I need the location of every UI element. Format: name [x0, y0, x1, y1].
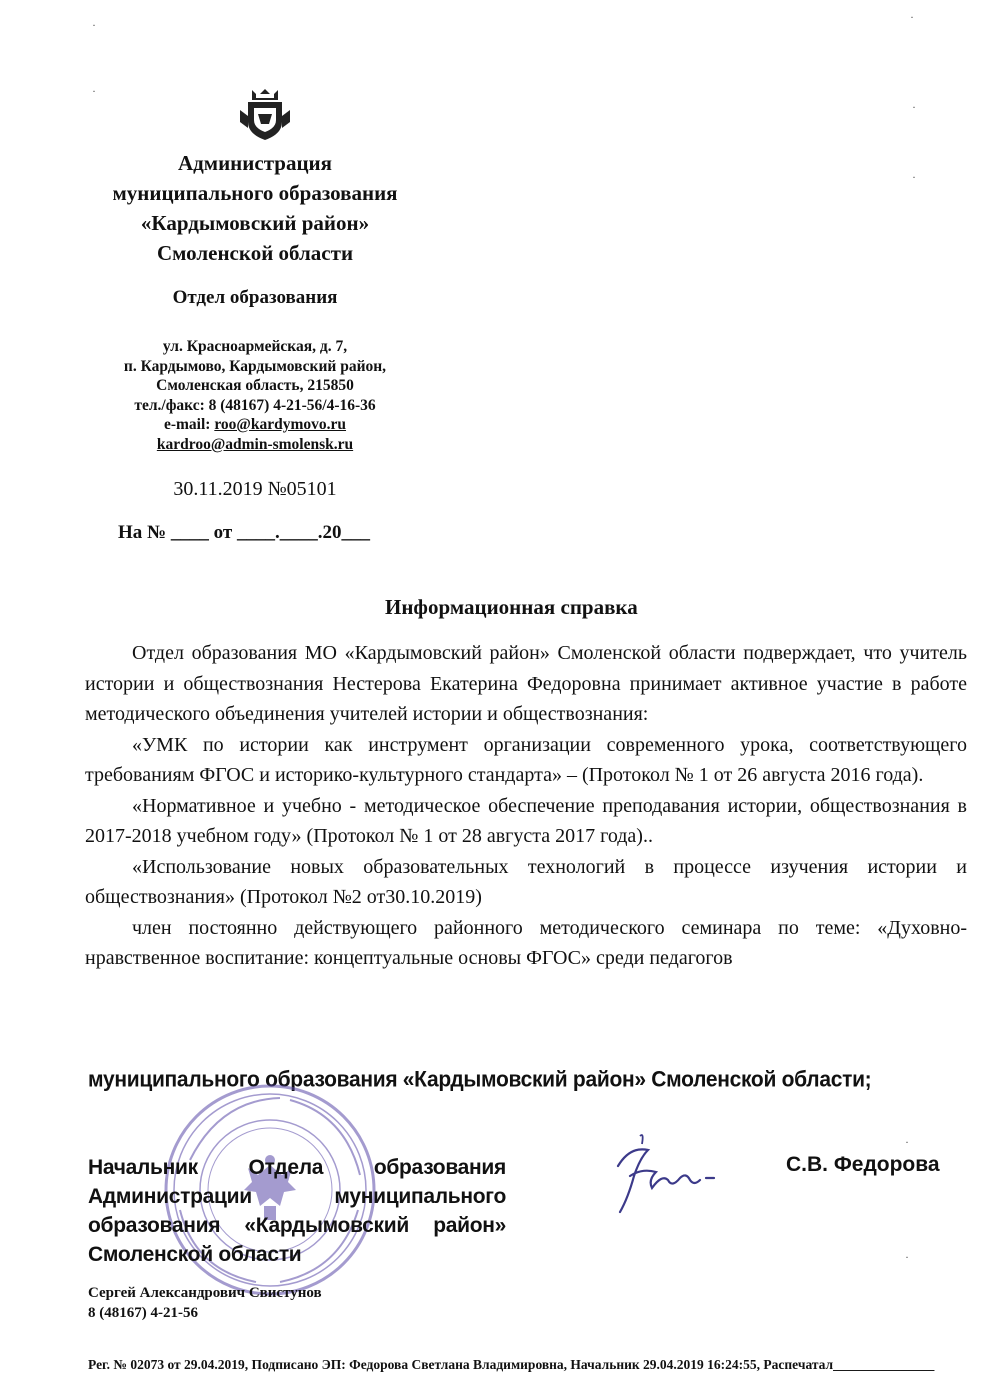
address-block	[60, 337, 450, 454]
body-paragraph: член постоянно действующего районного методического семинара по теме: «Духовно-нравственное воспитание: концептуальные основы ФГОС» среди педагогов	[85, 916, 967, 969]
org-line: муниципального образования	[112, 181, 398, 205]
email-prefix: e-mail:	[163, 416, 215, 433]
scan-speck: ·	[905, 1135, 909, 1149]
scan-speck: ·	[910, 10, 914, 24]
registration-footer: Рег. № 02073 от 29.04.2019, Подписано ЭП: Федорова Светлана Владимировна, Начальник 29.04.2019 16:24:55, Распечатал_______________	[88, 1357, 935, 1372]
document-body	[85, 638, 967, 974]
address-line: Смоленская область, 215850	[156, 377, 354, 394]
address-line: ул. Красноармейская, д. 7,	[162, 338, 348, 355]
org-line: «Кардымовский район»	[140, 211, 370, 235]
scan-speck: ·	[905, 1250, 909, 1264]
email-line	[60, 415, 450, 435]
org-line: Администрация	[177, 151, 333, 175]
organization-name	[60, 148, 450, 268]
position-line: образования «Кардымовский район»	[88, 1214, 506, 1237]
scan-speck: ·	[912, 100, 916, 114]
executor-phone: 8 (48167) 4-21-56	[88, 1305, 198, 1321]
email-link-2[interactable]: kardroo@admin-smolensk.ru	[156, 435, 354, 453]
position-line: Администрации муниципального	[88, 1185, 506, 1208]
address-line: п. Кардымово, Кардымовский район,	[123, 357, 387, 375]
email-link-1[interactable]: roo@kardymovo.ru	[214, 416, 347, 433]
org-line: Смоленской области	[156, 241, 354, 265]
body-paragraph: «УМК по истории как инструмент организации современного урока, соответствующего требованиям ФГОС и историко-культурного стандарта» – (Протокол № 1 от 26 августа 2016 года).	[85, 733, 967, 786]
coat-of-arms-icon	[236, 86, 294, 142]
scan-speck: ·	[912, 170, 916, 184]
supplementary-line: муниципального образования «Кардымовский район» Смоленской области;	[88, 1067, 872, 1092]
document-date-number: 30.11.2019 №05101	[173, 478, 337, 500]
reference-line: На № ____ от ____.____.20___	[118, 522, 370, 543]
executor-block	[88, 1283, 322, 1323]
department-name: Отдел образования	[172, 287, 338, 308]
position-line: Начальник Отдела образования	[88, 1156, 506, 1179]
position-line: Смоленской области	[88, 1243, 302, 1266]
signer-name: С.В. Федорова	[786, 1153, 940, 1176]
body-paragraph: «Использование новых образовательных технологий в процессе изучения истории и обществознания» (Протокол №2 от30.10.2019)	[85, 855, 967, 908]
handwritten-signature-icon	[600, 1128, 730, 1218]
document-title: Информационная справка	[385, 595, 638, 619]
body-paragraph: «Нормативное и учебно - методическое обеспечение преподавания истории, обществознания в 2017-2018 учебном году» (Протокол № 1 от 28 августа 2017 года)..	[85, 794, 967, 847]
executor-name: Сергей Александрович Свистунов	[88, 1285, 322, 1301]
scan-speck: ·	[92, 18, 96, 32]
scan-speck: ·	[92, 84, 96, 98]
body-paragraph: Отдел образования МО «Кардымовский район» Смоленской области подверждает, что учитель истории и обществознания Нестерова Екатерина Федоровна принимает активное участие в работе методического объединения учителей истории и обществознания:	[85, 642, 967, 725]
signer-position	[88, 1153, 506, 1269]
address-line: тел./факс: 8 (48167) 4-21-56/4-16-36	[134, 396, 376, 414]
